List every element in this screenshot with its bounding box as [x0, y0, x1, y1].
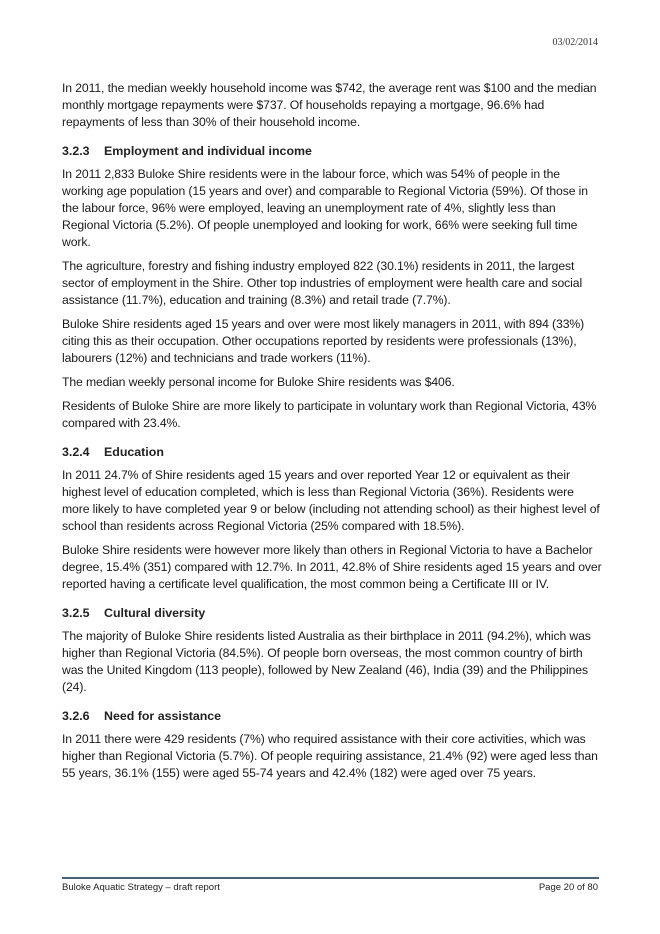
paragraph: The median weekly personal income for Buloke Shire residents was $406.	[62, 375, 455, 389]
section-number: 3.2.4	[62, 445, 90, 459]
section-number: 3.2.3	[62, 144, 90, 158]
section-education	[62, 444, 602, 593]
section-title: Cultural diversity	[104, 606, 206, 620]
paragraph: In 2011 2,833 Buloke Shire residents were in the labour force, which was 54% of people in the working age population (15 years and over) and comparable to Regional Victoria (59%). Of those in the labour force, 96% were employed, leaving an unemployment rate of 4%, slightly less than Regional Victoria (5.2%). Of people unemployed and looking for work, 66% were seeking full time work.	[62, 167, 588, 249]
paragraph: In 2011 24.7% of Shire residents aged 15 years and over reported Year 12 or equivalent as their highest level of education completed, which is less than Regional Victoria (36%). Residents were more likely to have completed year 9 or below (including not attending school) as their highest level of school than residents across Regional Victoria (25% compared with 18.5%).	[62, 468, 600, 533]
section-title: Education	[104, 445, 164, 459]
paragraph: In 2011 there were 429 residents (7%) who required assistance with their core activities, which was higher than Regional Victoria (5.7%). Of people requiring assistance, 21.4% (92) were aged less than 55 years, 36.1% (155) were aged 55-74 years and 42.4% (182) were aged over 75 years.	[62, 732, 598, 780]
intro-paragraph: In 2011, the median weekly household income was $742, the average rent was $100 and the median monthly mortgage repayments were $737. Of households repaying a mortgage, 96.6% had repayments of less than 30% of their household income.	[62, 81, 597, 129]
section-number: 3.2.6	[62, 709, 90, 723]
section-title: Employment and individual income	[104, 144, 312, 158]
section-heading	[62, 444, 602, 461]
footer-divider	[62, 877, 599, 879]
section-number: 3.2.5	[62, 606, 90, 620]
section-title: Need for assistance	[104, 709, 222, 723]
header-date: 03/02/2014	[552, 37, 598, 48]
paragraph: Buloke Shire residents were however more likely than others in Regional Victoria to have a Bachelor degree, 15.4% (351) compared with 12.7%. In 2011, 42.8% of Shire residents aged 15 years and over reported having a certificate level qualification, the most common being a Certificate III or IV.	[62, 543, 602, 591]
paragraph: The majority of Buloke Shire residents listed Australia as their birthplace in 2011 (94.2%), which was higher than Regional Victoria (84.5%). Of people born overseas, the most common country of birth was the United Kingdom (113 people), followed by New Zealand (46), India (39) and the Philippines (24).	[62, 629, 591, 694]
footer-page-number: Page 20 of 80	[538, 882, 598, 893]
section-heading	[62, 143, 602, 160]
footer-report-title: Buloke Aquatic Strategy – draft report	[62, 882, 220, 893]
paragraph: Buloke Shire residents aged 15 years and over were most likely managers in 2011, with 894 (33%) citing this as their occupation. Other occupations reported by residents were professionals (13%), labourers (12%) and technicians and trade workers (11%).	[62, 317, 585, 365]
section-cultural-diversity	[62, 605, 602, 696]
section-need-for-assistance	[62, 708, 602, 782]
paragraph: Residents of Buloke Shire are more likely to participate in voluntary work than Regional Victoria, 43% compared with 23.4%.	[62, 399, 597, 430]
document-body	[62, 80, 602, 789]
paragraph: The agriculture, forestry and fishing industry employed 822 (30.1%) residents in 2011, the largest sector of employment in the Shire. Other top industries of employment were health care and social assistance (11.7%), education and training (8.3%) and retail trade (7.7%).	[62, 259, 583, 307]
section-employment	[62, 143, 602, 432]
section-heading	[62, 605, 602, 622]
section-heading	[62, 708, 602, 725]
